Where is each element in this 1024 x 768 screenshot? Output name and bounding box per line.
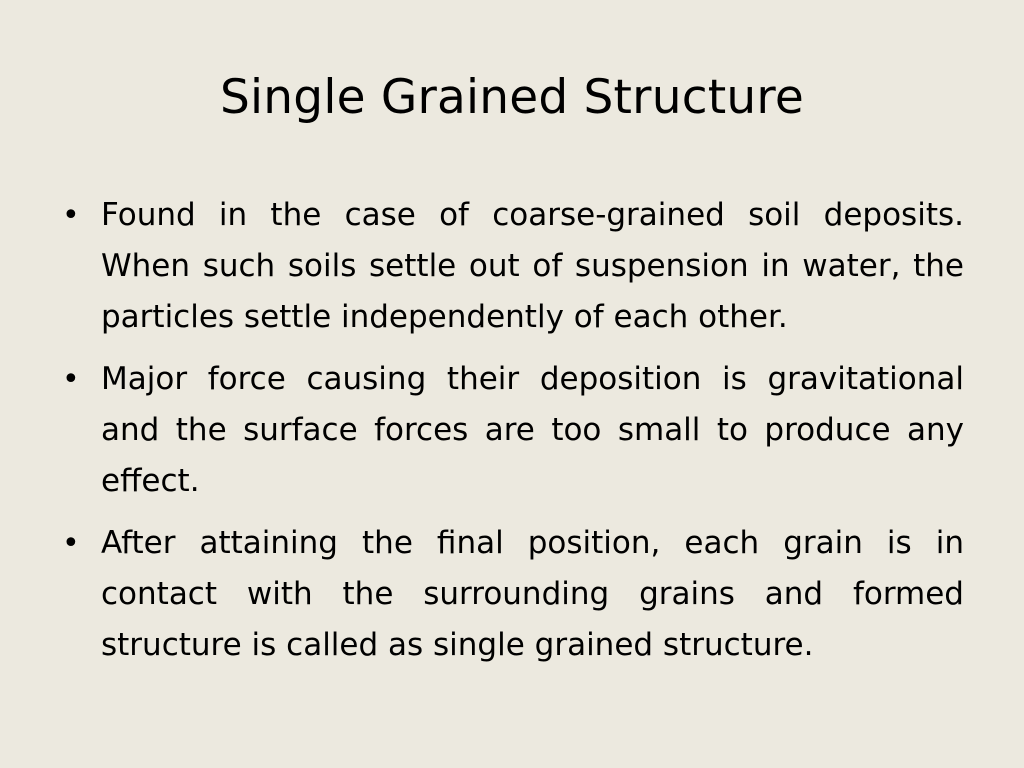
bullet-item: [58, 518, 964, 671]
bullet-item: [58, 190, 964, 343]
slide-title: Single Grained Structure: [220, 70, 804, 125]
bullet-marker: •: [62, 198, 80, 233]
bullet-list: [58, 190, 964, 682]
bullet-marker: •: [62, 526, 80, 561]
bullet-item: [58, 354, 964, 507]
bullet-marker: •: [62, 362, 80, 397]
bullet-text: After attaining the final position, each grain is in contact with the surrounding grains and formed structure is called as single grained structure.: [101, 525, 964, 663]
bullet-text: Major force causing their deposition is gravitational and the surface forces are too small to produce any effect.: [101, 361, 964, 499]
bullet-text: Found in the case of coarse-grained soil deposits. When such soils settle out of suspension in water, the particles settle independently of each other.: [101, 197, 964, 335]
